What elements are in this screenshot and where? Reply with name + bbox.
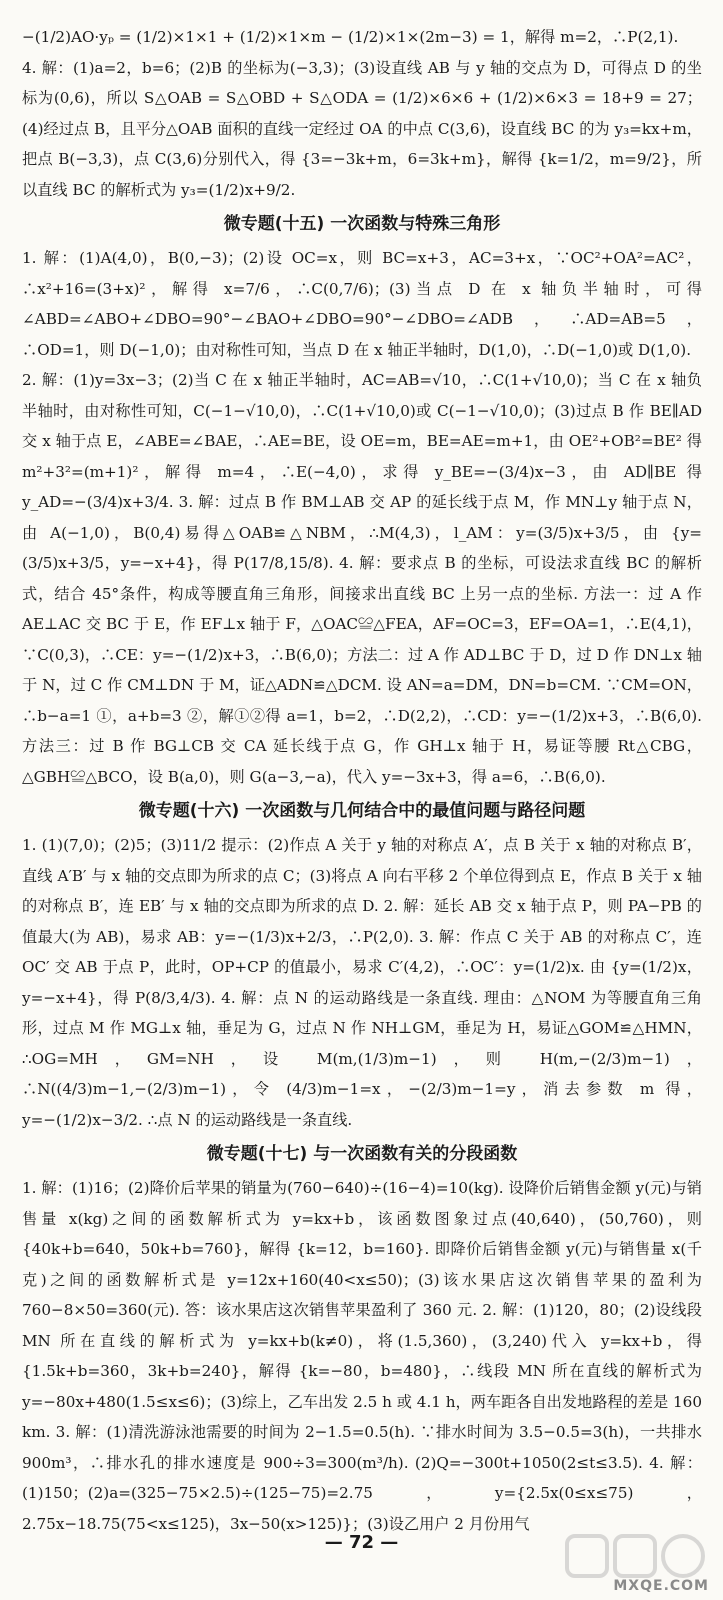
paragraph-p1: 4. 解：(1)a=2，b=6；(2)B 的坐标为(−3,3)；(3)设直线 AB 与 y 轴的交点为 D，可得点 D 的坐标为(0,6)，所以 S△OAB = S△OBD + S△ODA = (1/2)×6×6 + (1/2)×6×3 = 18+9 = 27；(4)经过点 B，且平分△OAB 面积的直线一定经过 OA 的中点 C(3,6)，设直线 BC 的为 y₃=kx+m，把点 B(−3,3)，点 C(3,6)分别代入，得 {3=−3k+m，6=3k+m}，解得 {k=1/2，m=9/2}，所以直线 BC 的解析式为 y₃=(1/2)x+9/2. xyxy=(22,58,702,199)
paragraph-p0: −(1/2)AO·yₚ = (1/2)×1×1 + (1/2)×1×m − (1/2)×1×(2m−3) = 1，解得 m=2，∴P(2,1). xyxy=(22,28,679,46)
paragraph-p4: 1. (1)(7,0)；(2)5；(3)11/2 提示：(2)作点 A 关于 y 轴的对称点 A′，点 B 关于 x 轴的对称点 B′，直线 A′B′ 与 x 轴的交点即为所求的点 C；(3)将点 A 向右平移 2 个单位得到点 E，作点 B 关于 x 轴的对称点 B′，连 EB′ 与 x 轴的交点即为所求的点 D. 2. 解：延长 AB 交 x 轴于点 P，则 PA−PB 的值最大(为 AB)，易求 AB：y=−(1/3)x+2/3，∴P(2,0). 3. 解：作点 C 关于 AB 的对称点 C′，连 OC′ 交 AB 于点 P，此时，OP+CP 的值最小，易求 C′(4,2)，∴OC′：y=(1/2)x. 由 {y=(1/2)x，y=−x+4}，得 P(8/3,4/3). 4. 解：点 N 的运动路线是一条直线. 理由：△NOM 为等腰直角三角形，过点 M 作 MG⊥x 轴，垂足为 G，过点 N 作 NH⊥GM，垂足为 H，易证△GOM≌△HMN，∴OG=MH，GM=NH，设 M(m,(1/3)m−1)，则 H(m,−(2/3)m−1)，∴N((4/3)m−1,−(2/3)m−1)，令 (4/3)m−1=x，−(2/3)m−1=y，消去参数 m 得，y=−(1/2)x−3/2. ∴点 N 的运动路线是一条直线. xyxy=(22,836,702,1129)
watermark-text: MXQE.COM xyxy=(613,1578,709,1594)
section-heading-16: 微专题(十六) 一次函数与几何结合中的最值问题与路径问题 xyxy=(138,801,586,821)
paragraph-p2: 1. 解：(1)A(4,0)，B(0,−3)；(2)设 OC=x，则 BC=x+3，AC=3+x，∵OC²+OA²=AC²，∴x²+16=(3+x)²，解得 x=7/6，∴C(0,7/6)；(3)当点 D 在 x 轴负半轴时，可得∠ABD=∠ABO+∠DBO=90°−∠BAO+∠DBO=90°−∠DBO=∠ADB，∴AD=AB=5，∴OD=1，则 D(−1,0)；由对称性可知，当点 D 在 x 轴正半轴时，D(1,0)，∴D(−1,0)或 D(1,0). xyxy=(22,249,702,359)
section-heading-15: 微专题(十五) 一次函数与特殊三角形 xyxy=(223,214,501,234)
answer-page xyxy=(22,22,702,1539)
paragraph-p5: 1. 解：(1)16；(2)降价后苹果的销量为(760−640)÷(16−4)=10(kg). 设降价后销售金额 y(元)与销售量 x(kg)之间的函数解析式为 y=kx+b，该函数图象过点(40,640)，(50,760)，则 {40k+b=640，50k+b=760}，解得 {k=12，b=160}. 即降价后销售金额 y(元)与销售量 x(千克)之间的函数解析式是 y=12x+160(40<x≤50)；(3)该水果店这次销售苹果的盈利为 760−8×50=360(元). 答：该水果店这次销售苹果盈利了 360 元. 2. 解：(1)120，80；(2)设线段 MN 所在直线的解析式为 y=kx+b(k≠0)，将(1.5,360)，(3,240)代入 y=kx+b，得 {1.5k+b=360，3k+b=240}，解得 {k=−80，b=480}，∴线段 MN 所在直线的解析式为 y=−80x+480(1.5≤x≤6)；(3)综上，乙车出发 2.5 h 或 4.1 h，两车距各自出发地路程的差是 160 km. 3. 解：(1)清洗游泳池需要的时间为 2−1.5=0.5(h). ∵排水时间为 3.5−0.5=3(h)，一共排水 900m³，∴排水孔的排水速度是 900÷3=300(m³/h). (2)Q=−300t+1050(2≤t≤3.5). 4. 解：(1)150；(2)a=(325−75×2.5)÷(125−75)=2.75，y={2.5x(0≤x≤75)，2.75x−18.75(75<x≤125)，3x−50(x>125)}；(3)设乙用户 2 月份用气 xyxy=(22,1179,702,1533)
section-heading-17: 微专题(十七) 与一次函数有关的分段函数 xyxy=(206,1144,518,1164)
page-number: — 72 — xyxy=(324,1532,399,1553)
paragraph-p3: 2. 解：(1)y=3x−3；(2)当 C 在 x 轴正半轴时，AC=AB=√10，∴C(1+√10,0)；当 C 在 x 轴负半轴时，由对称性可知，C(−1−√10,0)，∴C(1+√10,0)或 C(−1−√10,0)；(3)过点 B 作 BE∥AD 交 x 轴于点 E，∠ABE=∠BAE，∴AE=BE，设 OE=m，BE=AE=m+1，由 OE²+OB²=BE² 得 m²+3²=(m+1)²，解得 m=4，∴E(−4,0)，求得 y_BE=−(3/4)x−3，由 AD∥BE 得 y_AD=−(3/4)x+3/4. 3. 解：过点 B 作 BM⊥AB 交 AP 的延长线于点 M，作 MN⊥y 轴于点 N，由 A(−1,0)，B(0,4)易得△OAB≌△NBM，∴M(4,3)，l_AM：y=(3/5)x+3/5，由 {y=(3/5)x+3/5，y=−x+4}，得 P(17/8,15/8). 4. 解：要求点 B 的坐标，可设法求直线 BC 的解析式，结合 45°条件，构成等腰直角三角形，间接求出直线 BC 上另一点的坐标. 方法一：过 A 作 AE⊥AC 交 BC 于 E，作 EF⊥x 轴于 F，△OAC≌△FEA，AF=OC=3，EF=OA=1，∴E(4,1)，∵C(0,3)，∴CE：y=−(1/2)x+3，∴B(6,0)；方法二：过 A 作 AD⊥BC 于 D，过 D 作 DN⊥x 轴于 N，过 C 作 CM⊥DN 于 M，证△ADN≌△DCM. 设 AN=a=DM，DN=b=CM. ∵CM=ON，∴b−a=1 ①，a+b=3 ②，解①②得 a=1，b=2，∴D(2,2)，∴CD：y=−(1/2)x+3，∴B(6,0). 方法三：过 B 作 BG⊥CB 交 CA 延长线于点 G，作 GH⊥x 轴于 H，易证等腰 Rt△CBG，△GBH≌△BCO，设 B(a,0)，则 G(a−3,−a)，代入 y=−3x+3，得 a=6，∴B(6,0). xyxy=(22,371,702,786)
